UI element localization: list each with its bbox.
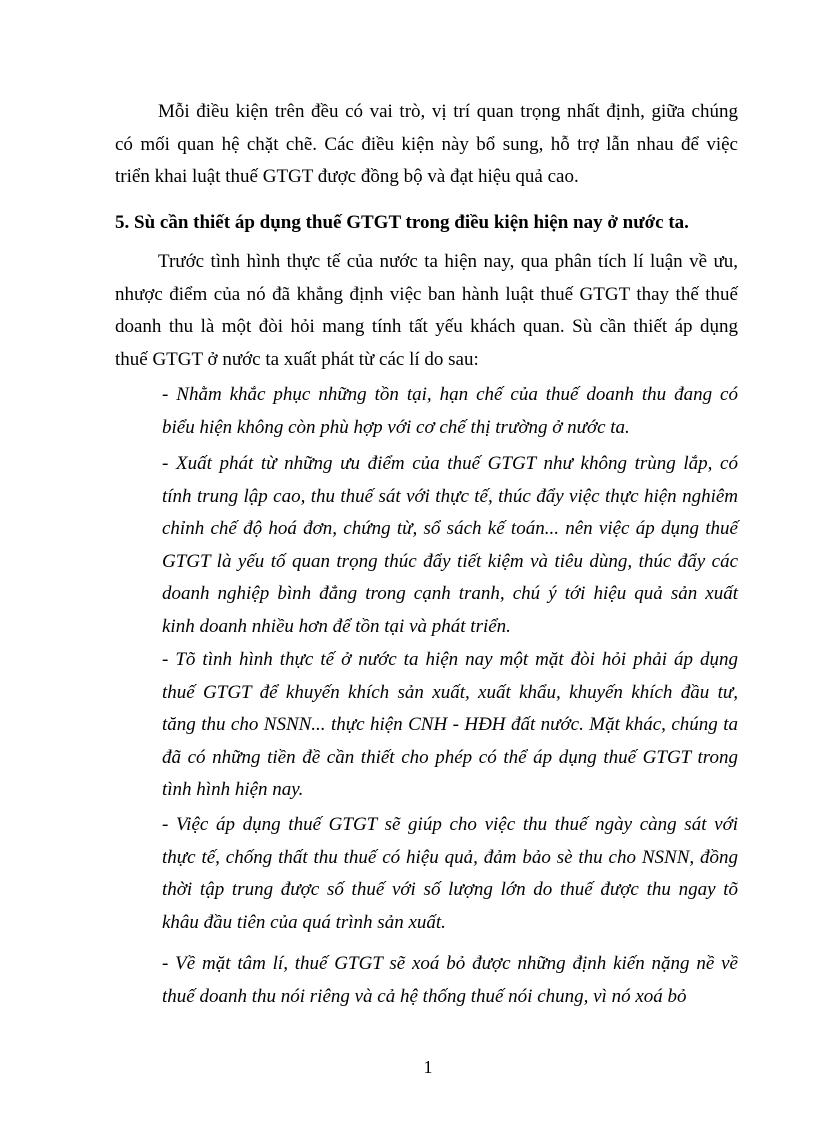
text-line: - Việc áp dụng thuế GTGT sẽ giúp cho việc thu thuế ngày càng sát với [162,814,738,835]
paragraph-necessity-intro [115,246,738,376]
text-line: thuế GTGT ở nước ta xuất phát từ các lí do sau: [115,348,479,370]
text-line: Mỗi điều kiện trên đều có vai trò, vị trí quan trọng nhất định, giữa chúng [158,101,738,122]
text-line: triển khai luật thuế GTGT được đồng bộ và đạt hiệu quả cao. [115,166,579,187]
bullet-reason-3 [162,644,738,807]
text-line: - Nhằm khắc phục những tồn tại, hạn chế của thuế doanh thu đang có [162,384,738,405]
text-line: - Xuất phát từ những ưu điểm của thuế GTGT như không trùng lắp, có [162,453,738,474]
text-line: doanh nghiệp bình đẳng trong cạnh tranh, chú ý tới hiệu quả sản xuất [162,583,738,604]
page-number: 1 [423,1057,433,1077]
text-line: đã có những tiền đề cần thiết cho phép có thể áp dụng thuế GTGT trong [162,746,738,768]
text-line: - Về mặt tâm lí, thuế GTGT sẽ xoá bỏ được những định kiến nặng nề về [162,953,738,974]
text-line: doanh thu là một đòi hỏi mang tính tất yếu khách quan. Sù cần thiết áp dụng [115,316,738,337]
text-line: có mối quan hệ chặt chẽ. Các điều kiện này bổ sung, hỗ trợ lẫn nhau để việc [115,133,738,155]
text-line: thuế GTGT để khuyến khích sản xuất, xuất khẩu, khuyến khích đầu tư, [162,681,738,703]
bullet-reason-2 [162,448,738,643]
text-line: biểu hiện không còn phù hợp với cơ chế thị trường ở nước ta. [162,416,630,438]
text-line: kinh doanh nhiều hơn để tồn tại và phát triển. [162,615,511,637]
text-line: nhược điểm của nó đã khẳng định việc ban hành luật thuế GTGT thay thế thuế [115,283,738,305]
text-line: Trước tình hình thực tế của nước ta hiện nay, qua phân tích lí luận về ưu, [158,251,738,272]
text-line: tính trung lập cao, thu thuế sát với thực tế, thúc đẩy việc thực hiện nghiêm [162,485,738,507]
text-line: GTGT là yếu tố quan trọng thúc đẩy tiết kiệm và tiêu dùng, thúc đẩy các [162,550,738,572]
bullet-reason-5 [162,948,738,1013]
text-line: chỉnh chế độ hoá đơn, chứng từ, sổ sách kế toán... nên việc áp dụng thuế [162,518,738,539]
paragraph-conditions-summary [115,96,738,194]
text-line: khâu đầu tiên của quá trình sản xuất. [162,911,446,933]
text-line: tình hình hiện nay. [162,779,304,800]
bullet-reason-1 [162,379,738,444]
text-line: - Tõ tình hình thực tế ở nước ta hiện nay một mặt đòi hỏi phải áp dụng [162,649,738,670]
text-line: thuế doanh thu nói riêng và cả hệ thống thuế nói chung, vì nó xoá bỏ [162,985,687,1007]
text-line: thực tế, chống thất thu thuế có hiệu quả, đảm bảo sè thu cho NSNN, đồng [162,846,738,868]
text-line: tăng thu cho NSNN... thực hiện CNH - HĐH đất nước. Mặt khác, chúng ta [162,714,738,735]
text-line: thời tập trung được số thuế với số lượng lớn do thuế được thu ngay tõ [162,879,738,900]
bullet-reason-4 [162,809,738,939]
section-heading: 5. Sù cần thiết áp dụng thuế GTGT trong điều kiện hiện nay ở nước ta. [115,212,689,233]
